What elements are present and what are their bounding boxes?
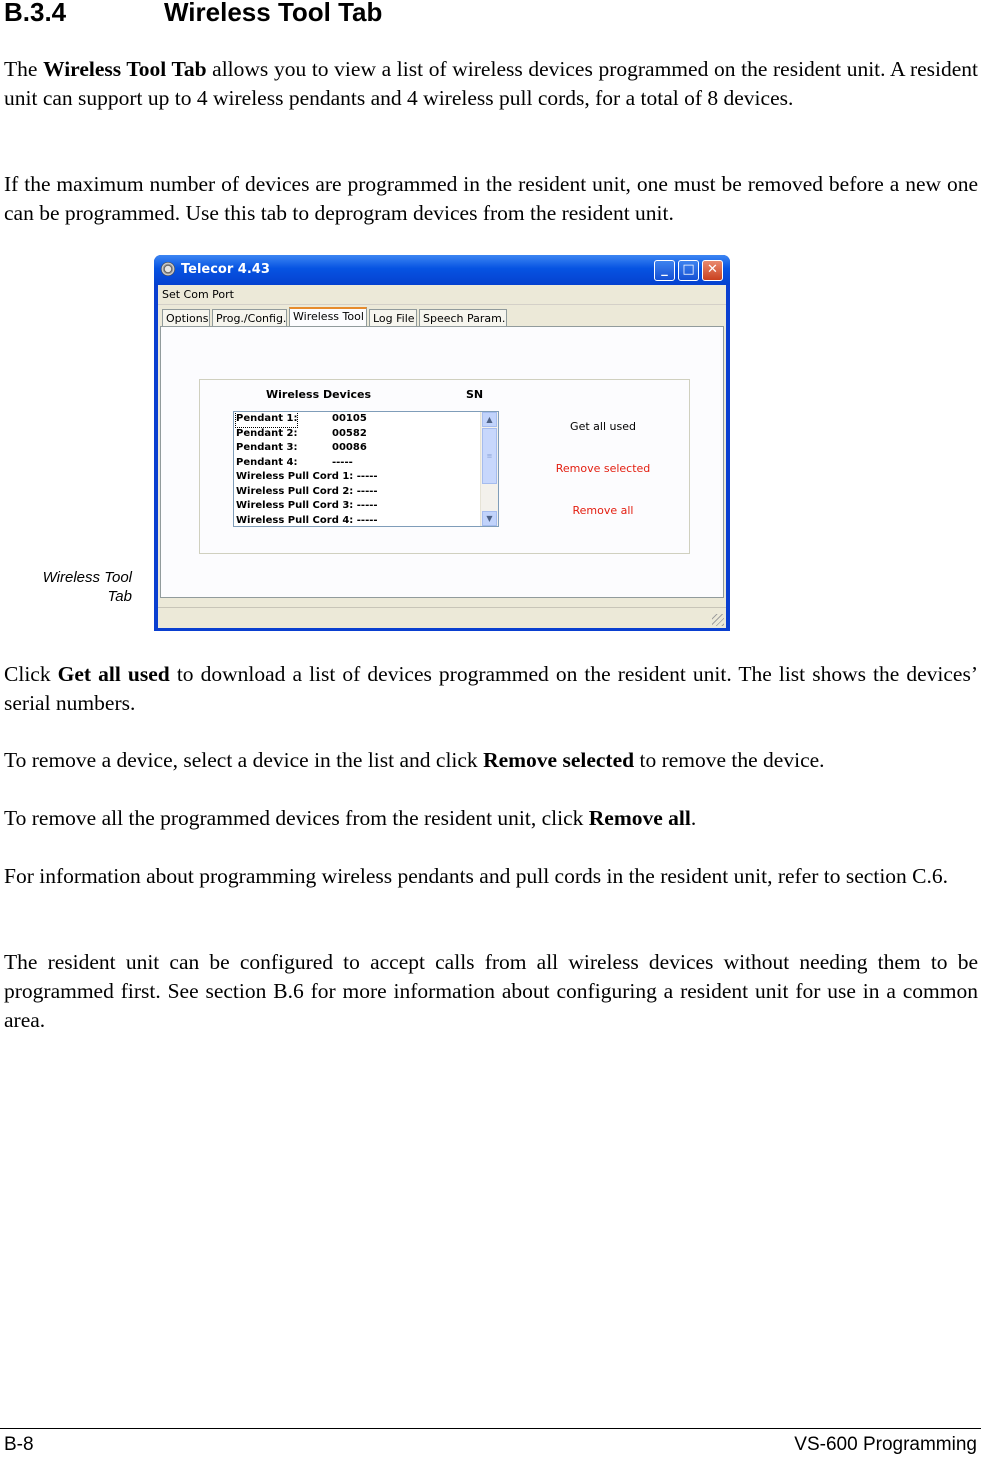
device-serial: ----- xyxy=(356,485,378,497)
intro-paragraph xyxy=(4,55,978,113)
section-title: Wireless Tool Tab xyxy=(164,0,383,27)
bold-term: Remove selected xyxy=(483,748,635,772)
device-serial: ----- xyxy=(356,514,378,526)
sn-header: SN xyxy=(466,388,484,401)
scroll-up-icon[interactable]: ▲ xyxy=(482,412,497,427)
minimize-button[interactable]: _ xyxy=(654,260,675,281)
device-list-item[interactable] xyxy=(234,485,498,500)
list-scrollbar[interactable] xyxy=(480,412,498,526)
close-button[interactable]: ✕ xyxy=(702,260,723,281)
device-name: Wireless Pull Cord 1: xyxy=(236,471,354,482)
tab-prog-config[interactable]: Prog./Config. xyxy=(212,309,287,326)
window-client-area xyxy=(158,285,726,627)
device-serial: ----- xyxy=(356,500,378,511)
device-list-item[interactable] xyxy=(234,456,498,471)
status-bar xyxy=(158,607,726,628)
tab-speech-param[interactable]: Speech Param. xyxy=(419,309,507,326)
device-name: Wireless Pull Cord 4: xyxy=(236,514,354,526)
device-serial: 00105 xyxy=(332,413,367,424)
remove-all-button[interactable]: Remove all xyxy=(572,504,634,517)
tab-log-file[interactable]: Log File xyxy=(369,309,417,326)
figure-label-line: Wireless Tool xyxy=(42,569,132,586)
programming-reference-paragraph: For information about programming wireless pendants and pull cords in the resident unit, refer to section C.6. xyxy=(4,864,949,888)
device-name: Wireless Pull Cord 2: xyxy=(236,485,354,497)
device-serial: 00582 xyxy=(332,427,367,439)
text-run: Click xyxy=(4,662,58,686)
text-run: . xyxy=(690,806,697,830)
device-list-item[interactable] xyxy=(234,427,498,442)
common-area-paragraph: The resident unit can be configured to accept calls from all wireless devices without needing them to be programmed first. See section B.6 for more information about configuring a resident unit for use in a common area. xyxy=(4,950,978,1032)
text-run: To remove all the programmed devices from the resident unit, click xyxy=(4,806,589,830)
remove-selected-paragraph xyxy=(4,746,978,775)
figure-label-line: Tab xyxy=(107,588,132,605)
menu-item-set-com-port[interactable]: Set Com Port xyxy=(162,288,234,301)
resize-grip-icon[interactable] xyxy=(712,614,724,626)
document-title: VS-600 Programming xyxy=(794,1434,977,1455)
bold-term: Wireless Tool Tab xyxy=(43,57,207,81)
device-serial: 00086 xyxy=(332,442,367,453)
bold-term: Get all used xyxy=(57,662,170,686)
device-list-item[interactable] xyxy=(234,499,498,514)
app-gear-icon xyxy=(161,262,175,276)
figure-label xyxy=(10,568,132,606)
scroll-thumb[interactable]: ≡ xyxy=(482,428,497,484)
maximize-button[interactable]: □ xyxy=(678,260,699,281)
telecor-window xyxy=(154,255,730,631)
device-list-item[interactable] xyxy=(234,441,498,456)
menu-bar xyxy=(158,285,726,305)
text-run: allows you to view a list of wireless devices programmed on the resident unit. A resident unit can support up to 4 wireless pendants and 4 wireless pull cords, for a total of 8 devices. xyxy=(4,57,978,110)
max-devices-paragraph: If the maximum number of devices are programmed in the resident unit, one must be removed before a new one can be programmed. Use this tab to deprogram devices from the resident unit. xyxy=(4,172,978,225)
get-all-used-button[interactable]: Get all used xyxy=(570,420,636,433)
device-list-item[interactable] xyxy=(234,412,498,427)
device-name: Pendant 3: xyxy=(236,442,298,453)
device-serial: ----- xyxy=(332,456,353,468)
remove-all-paragraph xyxy=(4,804,978,833)
section-number: B.3.4 xyxy=(4,0,67,27)
get-all-used-paragraph xyxy=(4,660,978,718)
device-list-item[interactable] xyxy=(234,470,498,485)
text-run: To remove a device, select a device in the list and click xyxy=(4,748,484,772)
device-list-item[interactable] xyxy=(234,514,498,528)
section-heading xyxy=(4,0,382,28)
wireless-devices-header: Wireless Devices xyxy=(266,388,372,401)
text-run: to download a list of devices programmed on the resident unit. The list shows the devices’ serial numbers. xyxy=(4,662,979,715)
bold-term: Remove all xyxy=(588,806,691,830)
device-serial: ----- xyxy=(356,471,378,482)
device-name: Pendant 4: xyxy=(236,456,298,468)
remove-selected-button[interactable]: Remove selected xyxy=(555,462,651,475)
device-name: Pendant 2: xyxy=(236,427,298,439)
device-listbox[interactable] xyxy=(233,411,499,527)
scroll-down-icon[interactable]: ▼ xyxy=(482,511,497,526)
window-title: Telecor 4.43 xyxy=(181,262,270,277)
window-titlebar xyxy=(154,255,730,285)
footer-divider xyxy=(0,1428,981,1429)
tab-options[interactable]: Options xyxy=(162,309,210,326)
device-name: Pendant 1: xyxy=(236,412,297,427)
tab-wireless-tool[interactable]: Wireless Tool xyxy=(289,307,367,327)
text-run: to remove the device. xyxy=(634,748,825,772)
wireless-tool-panel xyxy=(160,326,724,598)
text-run: The xyxy=(4,57,44,81)
page-number: B-8 xyxy=(4,1434,34,1455)
device-name: Wireless Pull Cord 3: xyxy=(236,500,354,511)
